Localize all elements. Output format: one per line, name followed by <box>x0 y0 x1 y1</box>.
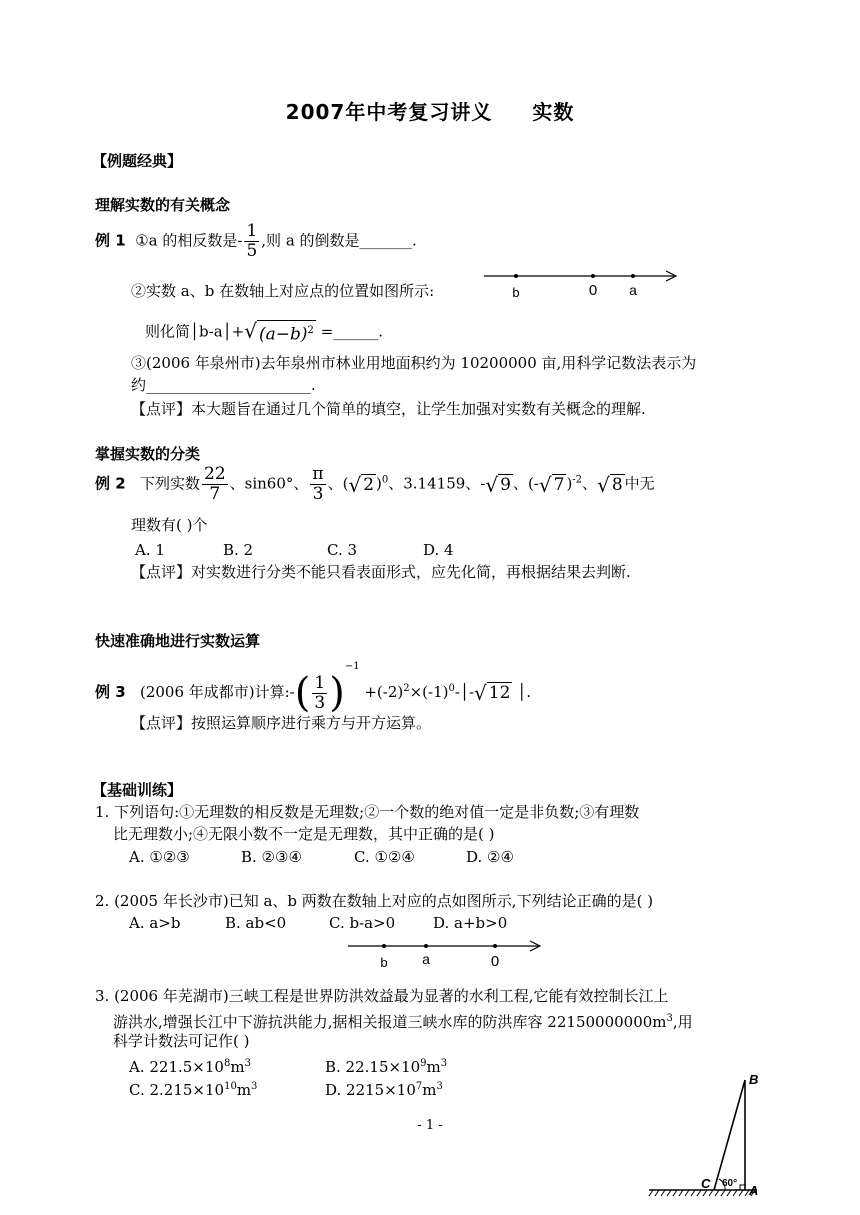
point-zero <box>493 944 497 948</box>
fraction-pi-3 <box>310 465 325 504</box>
vertex-b-label: B <box>749 1072 759 1087</box>
ex2-option-a: A. 1 <box>135 541 165 559</box>
ex1-part1-prefix: ①a 的相反数是- <box>135 231 243 250</box>
ex1-part3-line1: ③(2006 年泉州市)去年泉州市林业用地面积约为 10200000 亩,用科学记数法表示为 <box>131 354 697 372</box>
ex2-mid: 、3.14159、- <box>388 474 486 493</box>
simplify-prefix: 则化简│b-a│+ <box>145 322 245 341</box>
ex2-sep2: 、(- <box>512 474 539 493</box>
q3-options-row1 <box>129 1053 447 1078</box>
q2-option-a: A. a>b <box>129 914 181 932</box>
section-compute: 快速准确地进行实数运算 <box>95 632 261 650</box>
vertex-a-label: A <box>749 1183 759 1198</box>
sqrt-7: √ 7 <box>538 472 565 497</box>
opt-d-unit-exp: 3 <box>436 1081 443 1092</box>
q3-options-row2 <box>129 1076 443 1101</box>
opt-a-unit-exp: 3 <box>244 1058 251 1069</box>
example-2-line1 <box>95 465 655 504</box>
q1-options <box>129 846 514 868</box>
ex1-part1-suffix: ,则 a 的倒数是_______. <box>261 231 417 250</box>
fraction-22-7 <box>202 465 228 504</box>
q3-line1: 3. (2006 年芜湖市)三峡工程是世界防洪效益最为显著的水利工程,它能有效控制长江上 <box>95 987 669 1005</box>
page-title <box>0 96 860 125</box>
ex1-part2: ②实数 a、b 在数轴上对应点的位置如图所示: <box>131 282 435 300</box>
label-b: b <box>380 955 388 970</box>
sqrt-8: √ 8 <box>597 472 623 497</box>
ex2-option-b: B. 2 <box>223 541 254 559</box>
ex2-prefix: 下列实数 <box>139 474 200 493</box>
exp-minus-two: -2 <box>572 474 583 486</box>
triangle-figure <box>645 1068 775 1203</box>
section-concepts: 理解实数的有关概念 <box>95 196 231 214</box>
ex1-part3-line2: 约______________________. <box>131 376 316 394</box>
ex2-paren: ) <box>376 474 382 493</box>
label-b: b <box>512 285 520 300</box>
q1-option-a: A. ①②③ <box>129 848 190 866</box>
q1-option-c: C. ①②④ <box>354 848 415 866</box>
ex1-comment: 【点评】本大题旨在通过几个简单的填空，让学生加强对实数有关概念的理解. <box>131 400 646 418</box>
radicand: 8 <box>611 474 623 495</box>
sqrt-exp: 2 <box>307 325 314 336</box>
q2-option-b: B. ab<0 <box>225 914 287 932</box>
opt-d-text: D. 2215×10 <box>325 1081 416 1099</box>
frac-denominator: 5 <box>246 241 258 261</box>
exp-two: 2 <box>403 683 410 694</box>
sqrt-9: √ 9 <box>485 472 511 497</box>
opt-d-exp: 7 <box>415 1081 423 1092</box>
q3-line2-end: ,用 <box>672 1013 693 1031</box>
q2-options <box>129 912 507 934</box>
q2-line1: 2. (2005 年长沙市)已知 a、b 两数在数轴上对应的点如图所示,下列结论正确的是( ) <box>95 892 654 910</box>
opt-a-exp: 8 <box>223 1058 231 1069</box>
hypotenuse <box>714 1080 745 1190</box>
opt-b-unit-exp: 3 <box>440 1058 448 1069</box>
q1-line2: 比无理数小;④无限小数不一定是无理数，其中正确的是( ) <box>113 825 495 843</box>
frac-denominator: 3 <box>312 484 324 504</box>
q3-option-d <box>325 1081 443 1099</box>
opt-b-unit: m <box>426 1058 441 1076</box>
label-a: a <box>629 282 637 298</box>
opt-c-unit-exp: 3 <box>251 1081 258 1092</box>
frac-numerator: 1 <box>314 672 326 693</box>
angle-label: 60° <box>722 1178 738 1189</box>
opt-c-text: C. 2.215×10 <box>129 1081 225 1099</box>
ex2-suffix: 中无 <box>624 474 655 493</box>
label-zero: 0 <box>588 282 598 299</box>
point-b <box>382 944 386 948</box>
sqrt-12: √ 12 <box>474 681 511 705</box>
frac-numerator: 22 <box>204 464 226 484</box>
q2-option-c: C. b-a>0 <box>329 914 396 932</box>
q3-option-a <box>129 1053 325 1078</box>
opt-a-unit: m <box>230 1058 245 1076</box>
sqrt-expression: √ $(a-b)^2$ <box>244 319 314 345</box>
simplify-suffix: =______. <box>320 322 384 341</box>
q3-line2-sup: 3 <box>666 1013 673 1024</box>
q3-option-b <box>325 1058 447 1076</box>
ex2-paren2: ) <box>566 474 573 493</box>
opt-c-exp: 10 <box>224 1081 237 1092</box>
ex1-simplify <box>145 320 383 345</box>
ex3-comment: 【点评】按照运算顺序进行乘方与开方运算。 <box>131 714 432 732</box>
frac-denominator: 3 <box>314 692 326 713</box>
radicand: 9 <box>500 474 511 495</box>
q3-option-c <box>129 1076 325 1101</box>
ex2-option-d: D. 4 <box>423 541 454 559</box>
fraction-one-third <box>312 674 327 713</box>
title-year: 2007年中考复习讲义 <box>285 100 493 124</box>
q3-line2-text: 游洪水,增强长江中下游抗洪能力,据相关报道三峡水库的防洪库容 22150000000m <box>113 1013 667 1031</box>
ex3-mid2: ×(-1) <box>409 683 449 701</box>
ex2-line2: 理数有( )个 <box>131 516 208 534</box>
q1-option-d: D. ②④ <box>466 848 514 866</box>
q1-line1: 1. 下列语句:①无理数的相反数是无理数;②一个数的绝对值一定是非负数;③有理数 <box>95 803 640 821</box>
ex2-comment: 【点评】对实数进行分类不能只看表面形式，应先化简，再根据结果去判断. <box>131 563 631 581</box>
sqrt-arg: (a−b) <box>259 324 308 345</box>
q1-option-b: B. ②③④ <box>241 848 302 866</box>
ex2-sep1: 、( <box>327 474 349 493</box>
ex2-options <box>135 539 454 561</box>
basic-header: 【基础训练】 <box>92 781 183 799</box>
example-3-label: 例 3 <box>95 683 126 701</box>
exp-minus-one: −1 <box>344 661 360 672</box>
point-zero <box>591 274 595 278</box>
ex3-mid3: -│- <box>454 683 475 701</box>
opt-b-exp: 9 <box>420 1058 427 1069</box>
sqrt-2: √ 2 <box>348 472 375 497</box>
point-a <box>424 944 428 948</box>
frac-numerator: π <box>312 464 324 484</box>
exp-zero: 0 <box>381 474 389 486</box>
number-line-1 <box>480 266 680 302</box>
opt-c-unit: m <box>236 1081 252 1099</box>
exp-zero: 0 <box>448 683 455 694</box>
opt-b-text: B. 22.15×10 <box>325 1058 421 1076</box>
ex3-mid1: +(-2) <box>364 683 404 701</box>
point-a <box>631 274 635 278</box>
fraction-one-fifth <box>244 222 259 261</box>
title-topic: 实数 <box>532 100 575 124</box>
examples-header: 【例题经典】 <box>92 152 183 170</box>
label-a: a <box>422 951 430 967</box>
frac-numerator: 1 <box>246 221 258 241</box>
ex3-prefix: (2006 年成都市)计算:- <box>139 683 295 701</box>
q3-line3: 科学计数法可记作( ) <box>113 1032 250 1050</box>
label-zero: 0 <box>490 953 500 970</box>
radicand: 2 <box>363 474 375 495</box>
vertex-c-label: C <box>701 1176 711 1191</box>
ex2-sin: 、sin60°、 <box>229 474 309 493</box>
radicand: 7 <box>553 474 565 495</box>
page-number: - 1 - <box>417 1118 443 1133</box>
example-1-line1 <box>95 222 417 261</box>
ex3-suffix: │. <box>517 683 532 701</box>
opt-d-unit: m <box>422 1081 437 1099</box>
number-line-2 <box>344 936 544 970</box>
section-classify: 掌握实数的分类 <box>95 445 201 463</box>
example-3-line: 例 3 (2006 年成都市)计算:-( $\frac{1}{3}$ )$^{-1} +(-2)^2\times(-1)^0-│-$ √ 12 │. <box>95 661 532 716</box>
example-2-label: 例 2 <box>95 474 126 493</box>
frac-denominator: 7 <box>209 484 221 504</box>
point-b <box>514 274 518 278</box>
radicand: 12 <box>488 683 511 703</box>
ex2-option-c: C. 3 <box>327 541 358 559</box>
q2-option-d: D. a+b>0 <box>433 914 508 932</box>
opt-a-text: A. 221.5×10 <box>129 1058 224 1076</box>
ex2-sep3: 、 <box>582 474 598 493</box>
example-1-label: 例 1 <box>95 231 126 250</box>
